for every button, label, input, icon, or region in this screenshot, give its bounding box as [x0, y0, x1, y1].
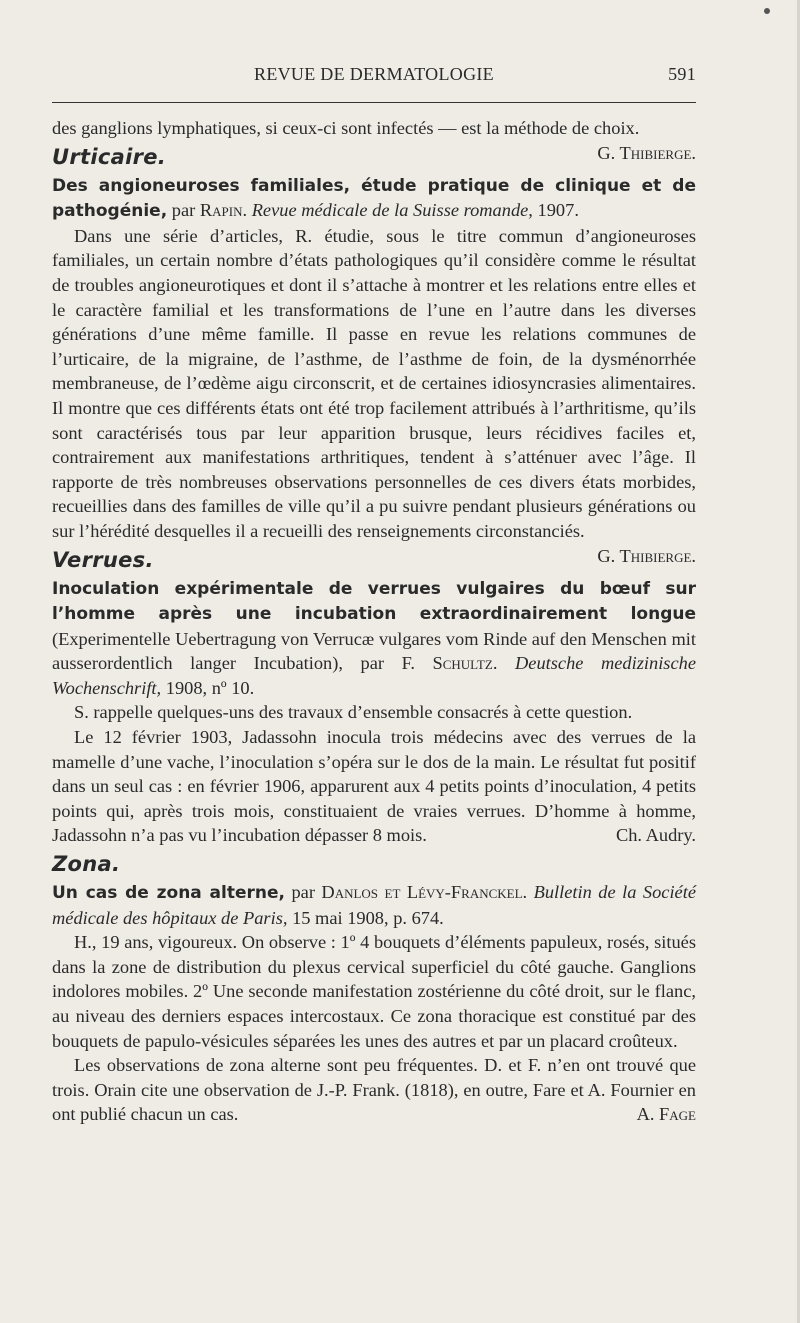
article-reference: [52, 173, 696, 224]
reference-text: (Experimentelle Uebertragung von Verrucæ vulgares vom Rinde auf den Menschen mit ausserordentlich langer Incubation), par: [52, 628, 696, 674]
section-heading-urticaire: Urticaire.: [52, 144, 167, 169]
review-paragraph: [52, 1053, 696, 1127]
journal-title: REVUE DE DERMATOLOGIE: [254, 64, 494, 84]
article-reference: [52, 880, 696, 930]
article-journal: Revue médicale de la Suisse romande,: [251, 200, 533, 221]
paragraph-text: des ganglions lymphatiques, si ceux-ci sont infectés — est la méthode de choix.: [52, 118, 640, 138]
article-body: [52, 116, 696, 1127]
signature-text: Ch. Audry.: [615, 825, 696, 846]
article-journal: Deutsche medizinische Wochenschrift,: [52, 653, 696, 698]
reference-text: par: [291, 882, 315, 903]
article-author: Rapin.: [199, 200, 248, 221]
paragraph-text: Dans une série d’articles, R. étudie, sous le titre commun d’angioneuroses familiales, un certain nombre d’états pathologiques qu’il considère comme le résultat de troubles angioneurotiques et dont il s’attache à montrer et les relations entre elles et le caractère familial et les transformations de l’une en l’autre dans les diverses générations d’une même famille. Il passe en revue les relations communes de l’urticaire, de la migraine, de l’asthme, de l’asthme de foin, de la dysménorrhée membraneuse, de l’œdème aigu circonscrit, et de certaines idiosyncrasies alimentaires. Il montre que ces différents états ont été trop facilement attribués à l’arthritisme, qu’ils sont caractérisés tous par leur apparition brusque, leurs récidives faciles et, contrairement aux manifestations arthritiques, tendent à s’atténuer avec l’âge. Il rapporte de très nombreuses observations personnelles de ces divers états morbides, recueillies dans des familles de ville qu’il a pu suivre pendant plusieurs générations ou sur l’hérédité desquelles il a recueilli des renseignements circonstanciés.: [52, 225, 696, 541]
signature: G. Thibierge.: [597, 545, 696, 566]
signature: [594, 823, 696, 848]
paragraph-text: Les observations de zona alterne sont peu fréquentes. D. et F. n’en ont trouvé que trois. Orain cite une observation de J.-P. Frank. (1818), en outre, Fare et A. Fournier en ont publié chacun un cas.: [52, 1055, 696, 1125]
article-year: 1908, nº 10.: [165, 677, 255, 698]
header-rule: [52, 102, 696, 103]
article-author: Danlos et Lévy-Franckel.: [321, 882, 528, 903]
signature: G. Thibierge.: [597, 142, 696, 163]
article-title: Des angioneuroses familiales, étude pratique de clinique et de pathogénie,: [52, 175, 696, 222]
article-title: Inoculation expérimentale de verrues vulgaires du bœuf sur l’homme après une incubation extraordinairement longue: [52, 578, 696, 625]
speck-mark: [764, 8, 770, 14]
page-number: 591: [668, 64, 696, 84]
section-heading-zona: Zona.: [52, 852, 121, 877]
article-reference: [52, 576, 696, 701]
article-author: F. Schultz.: [401, 653, 498, 674]
review-paragraph: [52, 725, 696, 848]
paragraph-text: Le 12 février 1903, Jadassohn inocula trois médecins avec des verrues de la mamelle d’une vache, l’inoculation s’opéra sur le dos de la main. Le résultat fut positif dans un seul cas : en février 1906, apparurent aux 4 petits points d’inoculation, 4 petits points qui, après trois mois, constituaient de vraies verrues. D’homme à homme, Jadassohn n’a pas vu l’incubation dépasser 8 mois.: [52, 727, 696, 846]
signature: A. Fage: [636, 1104, 696, 1125]
running-header: [52, 60, 696, 90]
article-journal: Bulletin de la Société médicale des hôpitaux de Paris,: [52, 882, 696, 928]
review-paragraph: S. rappelle quelques-uns des travaux d’ensemble consacrés à cette question.: [74, 702, 633, 723]
section-heading-verrues: Verrues.: [52, 547, 154, 572]
article-title: Un cas de zona alterne,: [52, 883, 285, 904]
article-year: 15 mai 1908, p. 674.: [292, 907, 444, 928]
review-paragraph: H., 19 ans, vigoureux. On observe : 1º 4 bouquets d’éléments papuleux, rosés, situés dans la zone de distribution du plexus cervical superficiel du côté gauche. Ganglions indolores mobiles. 2º Une seconde manifestation zostérienne du côté droit, sur le flanc, au niveau des derniers espaces intercostaux. Ce zona thoracique est constitué par des bouquets de papulo-vésicules séparées les unes des autres et par un placard croûteux.: [52, 932, 696, 1051]
article-year: 1907.: [537, 200, 579, 221]
reference-text: par: [171, 200, 196, 221]
